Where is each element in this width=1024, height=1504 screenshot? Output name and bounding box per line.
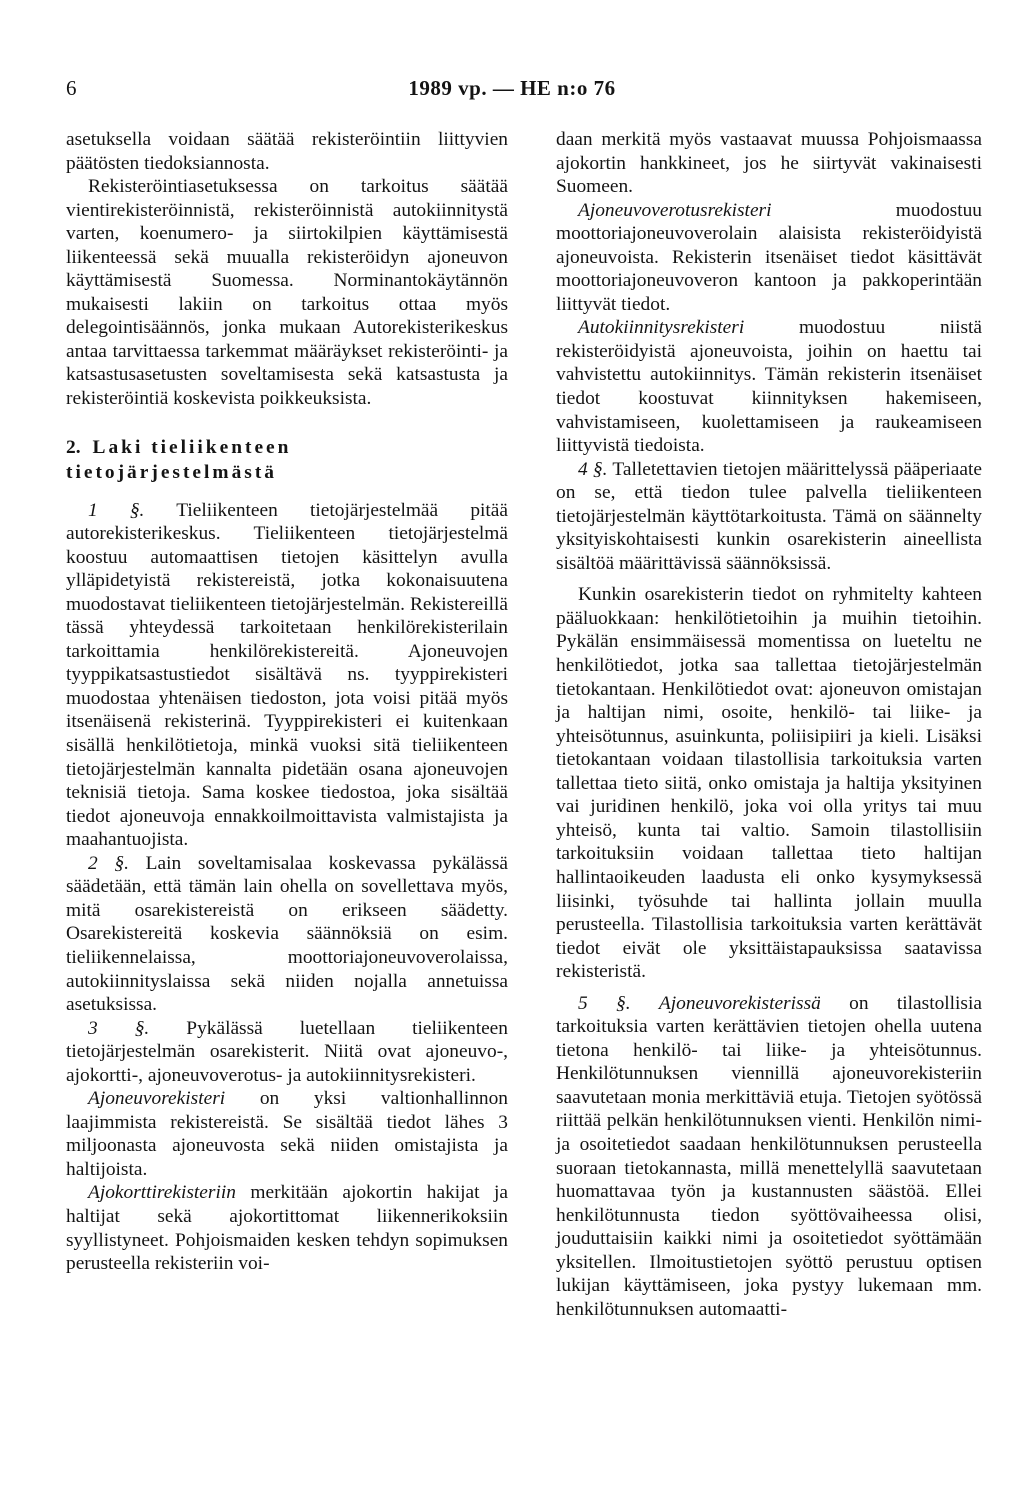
paragraph: asetuksella voidaan säätää rekisteröintiin liittyvien päätösten tiedoksiannosta. <box>66 129 508 174</box>
section-heading-number: 2. <box>66 436 81 458</box>
page-number: 6 <box>66 76 77 100</box>
term: Autokiinnitysrekisteri <box>578 317 745 339</box>
paragraph-text: on yksi valtionhallinnon laajimmista rekistereistä. Se sisältää tiedot lähes 3 miljoonasta ajoneuvosta sekä niiden omistajista ja haltijoista. <box>66 1088 508 1180</box>
paragraph <box>66 1181 508 1275</box>
paragraph <box>66 1017 508 1088</box>
paragraph: daan merkitä myös vastaavat muussa Pohjoismaassa ajokortin hankkineet, jos he siirtyvät vakinaisesti Suomeen. <box>556 129 982 198</box>
section-mark: 3 §. <box>88 1017 150 1039</box>
right-column <box>556 128 982 1321</box>
term: Ajoneuvorekisterissä <box>658 992 821 1014</box>
section-mark: 5 §. <box>578 992 631 1014</box>
paragraph-text: on tilastollisia tarkoituksia varten kerättävien tietojen ohella uutena tietona henkilö- tai liike- ja yhteisötunnus. Henkilötunnuksen viennillä ajoneuvorekisteriin saavutetaan monia merkittäviä etuja. Tietojen syötössä riittää pelkän henkilötunnuksen vienti. Henkilön nimi- ja osoitetiedot saadaan henkilötunnuksen perusteella suoraan tietokannasta, millä menettelyllä saavutetaan huomattavaa työn ja kustannusten säästöä. Ellei henkilötunnusta tiedon syöttövaiheessa olisi, jouduttaisiin kaikki nimi ja osoitetiedot syöttämään yksitellen. Ilmoitustietojen syöttö perustuu optisen lukijan käyttämiseen, joka pystyy lukemaan mm. henkilötunnuksen automaatti- <box>556 992 982 1320</box>
paragraph-text: Talletettavien tietojen määrittelyssä pääperiaate on se, että tiedon tulee palvella tieliikenteen tietojärjestelmän käyttötarkoitusta. Tämä on säännelty yksityiskohtaisesti kunkin osarekisterin aineellista sisältöä määrittävissä säännöksissä. <box>556 458 983 574</box>
paragraph <box>556 458 982 576</box>
paragraph <box>66 1087 508 1181</box>
paragraph: Rekisteröintiasetuksessa on tarkoitus säätää vientirekisteröinnistä, rekisteröinnistä autokiinnitystä varten, koenumero- ja siirtokilpien käyttämisestä liikenteessä sekä muualla rekisteröidyn ajoneuvon käyttämisestä Suomessa. Norminantokäytännön mukaisesti lakiin on tarkoitus ottaa myös delegointisäännös, jonka mukaan Autorekisterikeskus antaa tarvittaessa tarkemmat määräykset rekisteröinti- ja katsastusasetusten soveltamisesta sekä katsastusta ja rekisteröintiä koskevista poikkeuksista. <box>66 176 508 410</box>
term: Ajoneuvorekisteri <box>88 1088 226 1110</box>
paragraph <box>66 852 508 1017</box>
section-heading-text: Laki tieliikenteen tietojärjestelmästä <box>66 436 292 483</box>
paragraph-text: muodostuu moottoriajoneuvoverolain alaisista rekisteröidyistä ajoneuvoista. Rekisterin itsenäiset tiedot käsittävät moottoriajoneuvoveron kantoon ja pakkoperintään liittyvät tiedot. <box>556 199 982 315</box>
section-mark: 2 §. <box>88 852 129 874</box>
page-header <box>66 76 958 106</box>
paragraph-text: Lain soveltamisalaa koskevassa pykälässä säädetään, että tämän lain ohella on sovellettava myös, mitä osarekistereistä on erikseen säädetty. Osarekistereitä koskevia säännöksiä on esim. tieliikennelaissa, moottoriajoneuvoverolaissa, autokiinnityslaissa sekä niiden nojalla annetuissa asetuksissa. <box>66 852 508 1016</box>
running-title: 1989 vp. — HE n:o 76 <box>408 76 616 100</box>
term: Ajokorttirekisteriin <box>88 1182 236 1204</box>
paragraph <box>556 199 982 317</box>
term: Ajoneuvoverotusrekisteri <box>578 199 772 221</box>
left-column <box>66 128 508 1276</box>
section-mark: 4 §. <box>578 458 608 480</box>
paragraph-text: merkitään ajokortin hakijat ja haltijat sekä ajokortittomat liikennerikoksiin syyllistyneet. Pohjoismaiden kesken tehdyn sopimuksen perusteella rekisteriin voi- <box>66 1182 508 1275</box>
section-heading <box>66 435 508 485</box>
paragraph <box>66 499 508 852</box>
section-mark: 1 §. <box>88 499 145 521</box>
paragraph: Kunkin osarekisterin tiedot on ryhmitelty kahteen pääluokkaan: henkilötietoihin ja muihin tietoihin. Pykälän ensimmäisessä momentissa on lueteltu ne henkilötiedot, jotka saa tallettaa tietojärjestelmän tietokantaan. Henkilötiedot ovat: ajoneuvon omistajan ja haltijan nimi, osoite, henkilö- tai liike- ja yhteisötunnus, asuinkunta, poliisipiiri ja kieli. Lisäksi tietokantaan voidaan tilastollisia tarkoituksia varten tallettaa tieto siitä, onko omistaja ja haltija yksityinen vai juridinen henkilö, joka voi olla yritys tai muu yhteisö, kunta tai valtio. Samoin tilastollisiin tarkoituksiin voidaan tallettaa tieto haltijan hallintaoikeuden laadusta eli onko kysymyksessä liisinki, työsuhde tai hallinta jollain muulla perusteella. Tilastollisia tarkoituksia varten kerättävät tiedot eivät ole yksittäistapauksissa saatavissa rekisteristä. <box>556 584 982 983</box>
paragraph-text: muodostuu niistä rekisteröidyistä ajoneuvoista, joihin on haettu tai vahvistettu autokiinnitys. Tämän rekisterin itsenäiset tiedot koostuvat kiinnityksen hakemiseen, vahvistamiseen, kuolettamiseen ja raukeamiseen liittyvistä tiedoista. <box>556 317 982 457</box>
paragraph <box>556 316 982 457</box>
paragraph-text: Pykälässä luetellaan tieliikenteen tietojärjestelmän osarekisterit. Niitä ovat ajoneuvo-, ajokortti-, ajoneuvoverotus- ja autokiinnitysrekisteri. <box>66 1017 508 1086</box>
paragraph <box>556 992 982 1322</box>
paragraph-text: Tieliikenteen tietojärjestelmää pitää autorekisterikeskus. Tieliikenteen tietojärjestelmä koostuu automaattisen tietojen käsittelyn avulla ylläpidetyistä rekistereistä, jotka kokonaisuutena muodostavat tieliikenteen tietojärjestelmän. Rekistereillä tässä yhteydessä tarkoitetaan henkilörekisterilain tarkoittamia henkilörekistereitä. Ajoneuvojen tyyppikatsastustiedot sisältävä ns. tyyppirekisteri muodostaa yhtenäisen tiedoston, jota voisi pitää myös itsenäisenä rekisterinä. Tyyppirekisteri ei kuitenkaan sisällä henkilötietoja, minkä vuoksi sitä tieliikenteen tietojärjestelmän kannalta pidetään osana ajoneuvojen teknisiä tietoja. Sama koskee tiedostoa, joka sisältää tiedot ajoneuvoja ennakkoilmoittavista valmistajista ja maahantuojista. <box>66 499 508 851</box>
